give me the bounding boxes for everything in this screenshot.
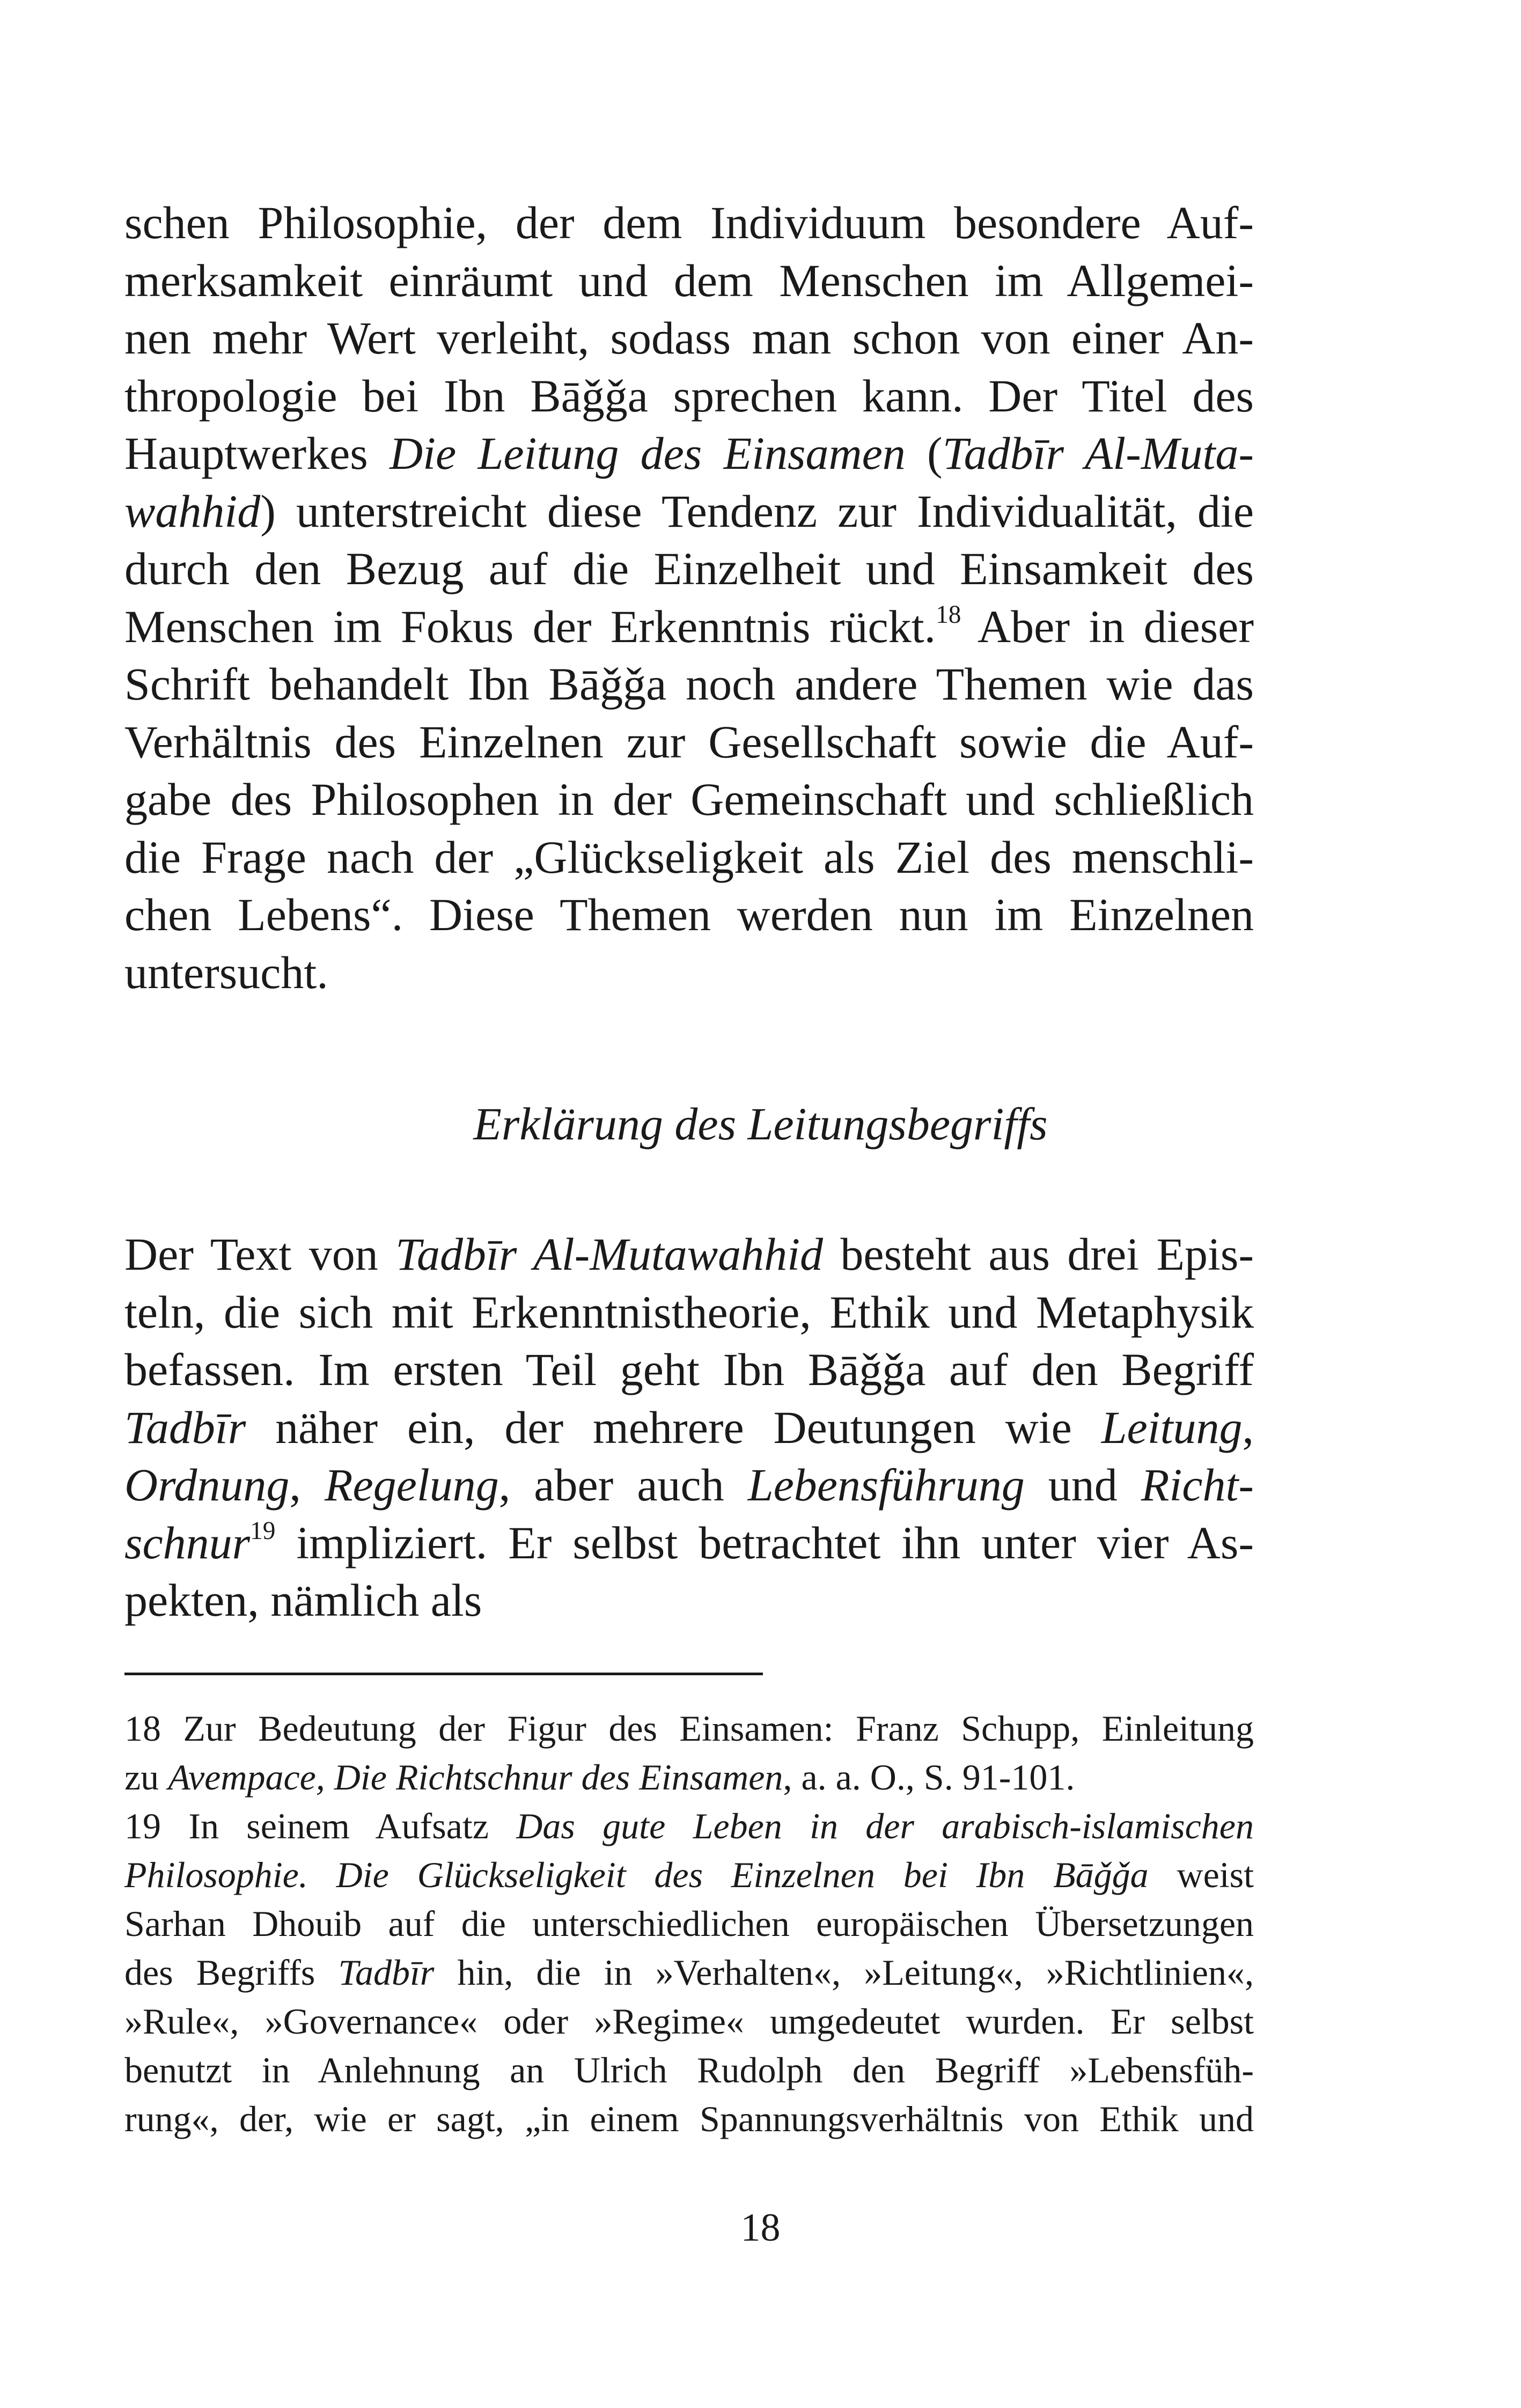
text-line: schen Philosophie, der dem Individuum besondere Auf- — [124, 197, 1254, 248]
text-line: thropologie bei Ibn Bāǧǧa sprechen kann. Der Titel des — [124, 370, 1254, 422]
text-line: Ordnung, Regelung, aber auch Lebensführung und Richt- — [124, 1459, 1254, 1511]
term-ordnung: Ordnung — [124, 1459, 290, 1511]
footnote-line: rung«, der, wie er sagt, „in einem Spannungsverhältnis von Ethik und — [124, 2098, 1254, 2139]
term-richtschnur: Richt- — [1141, 1459, 1254, 1511]
footnote-line: benutzt in Anlehnung an Ulrich Rudolph den Begriff »Lebensfüh- — [124, 2050, 1254, 2090]
book-title: Tadbīr Al-Mutawahhid — [395, 1228, 824, 1280]
book-title-german: Die Leitung des Einsamen — [390, 428, 906, 479]
text-line: die Frage nach der „Glückseligkeit als Ziel des menschli- — [124, 831, 1254, 883]
text-line: wahhid) unterstreicht diese Tendenz zur Individualität, die — [124, 485, 1254, 537]
footnote-line: Sarhan Dhouib auf die unterschiedlichen europäischen Übersetzungen — [124, 1903, 1254, 1944]
footnote-18 — [124, 1704, 1254, 1802]
term-leitung: Leitung — [1101, 1401, 1243, 1453]
term-lebensfuehrung: Lebensführung — [747, 1459, 1025, 1511]
paragraph-1 — [124, 194, 1254, 1002]
footnote-ref-18[interactable]: 18 — [936, 601, 961, 629]
paragraph-2 — [124, 1226, 1254, 1630]
term-regelung: Regelung — [324, 1459, 499, 1511]
term-tadbir: Tadbīr — [124, 1401, 246, 1453]
text-line: Der Text von Tadbīr Al-Mutawahhid besteht aus drei Epis- — [124, 1228, 1254, 1280]
footnote-19 — [124, 1802, 1254, 2144]
cited-title: Das gute Leben in der arabisch-islamischen — [516, 1806, 1254, 1846]
term-tadbir: Tadbīr — [338, 1952, 435, 1993]
text-line: durch den Bezug auf die Einzelheit und Einsamkeit des — [124, 543, 1254, 594]
footnote-line: des Begriffs Tadbīr hin, die in »Verhalten«, »Leitung«, »Richtlinien«, — [124, 1952, 1254, 1993]
text-line: schnur$^{19}$ impliziert. Er selbst betrachtet ihn unter vier As- — [124, 1516, 1254, 1568]
text-line: nen mehr Wert verleiht, sodass man schon von einer An- — [124, 312, 1254, 364]
footnote-line: zu Avempace, Die Richtschnur des Einsamen, a. a. O., S. 91-101. — [124, 1757, 1075, 1798]
text-line: Menschen im Fokus der Erkenntnis rückt.$^{18}$ Aber in dieser — [124, 600, 1254, 652]
cited-title: Avempace, Die Richtschnur des Einsamen — [168, 1757, 783, 1798]
footnote-ref-19[interactable]: 19 — [250, 1517, 276, 1545]
footnote-divider — [124, 1673, 763, 1675]
text-line: chen Lebens“. Diese Themen werden nun im Einzelnen — [124, 889, 1254, 940]
text-line: teln, die sich mit Erkenntnistheorie, Ethik und Metaphysik — [124, 1286, 1254, 1338]
page-number: 18 — [740, 2206, 781, 2250]
text-line: befassen. Im ersten Teil geht Ibn Bāǧǧa auf den Begriff — [124, 1344, 1254, 1395]
footnote-line: 18 Zur Bedeutung der Figur des Einsamen: Franz Schupp, Einleitung — [124, 1708, 1254, 1749]
text-line: gabe des Philosophen in der Gemeinschaft und schließlich — [124, 774, 1254, 825]
footnote-line: Philosophie. Die Glückseligkeit des Einzelnen bei Ibn Bāǧǧa weist — [124, 1854, 1254, 1895]
text-line: Tadbīr näher ein, der mehrere Deutungen wie Leitung, — [124, 1401, 1254, 1453]
book-title-arabic-cont: wahhid — [124, 485, 261, 537]
text-line: untersucht. — [124, 946, 328, 998]
section-heading: Erklärung des Leitungsbegriffs — [473, 1098, 1048, 1150]
cited-title-cont: Philosophie. Die Glückseligkeit des Einzelnen bei Ibn Bāǧǧa — [124, 1854, 1149, 1895]
book-title-arabic: Tadbīr Al-Muta- — [942, 428, 1254, 479]
footnote-line: »Rule«, »Governance« oder »Regime« umgedeutet wurden. Er selbst — [124, 2001, 1254, 2042]
footnote-line: 19 In seinem Aufsatz Das gute Leben in der arabisch-islamischen — [124, 1806, 1254, 1846]
text-line: Schrift behandelt Ibn Bāǧǧa noch andere Themen wie das — [124, 658, 1254, 710]
text-line: Hauptwerkes Die Leitung des Einsamen (Tadbīr Al-Muta- — [124, 428, 1254, 479]
text-line: pekten, nämlich als — [124, 1574, 482, 1626]
term-richtschnur-cont: schnur — [124, 1516, 251, 1568]
text-line: Verhältnis des Einzelnen zur Gesellschaft sowie die Auf- — [124, 716, 1254, 768]
text-line: merksamkeit einräumt und dem Menschen im Allgemei- — [124, 254, 1254, 306]
